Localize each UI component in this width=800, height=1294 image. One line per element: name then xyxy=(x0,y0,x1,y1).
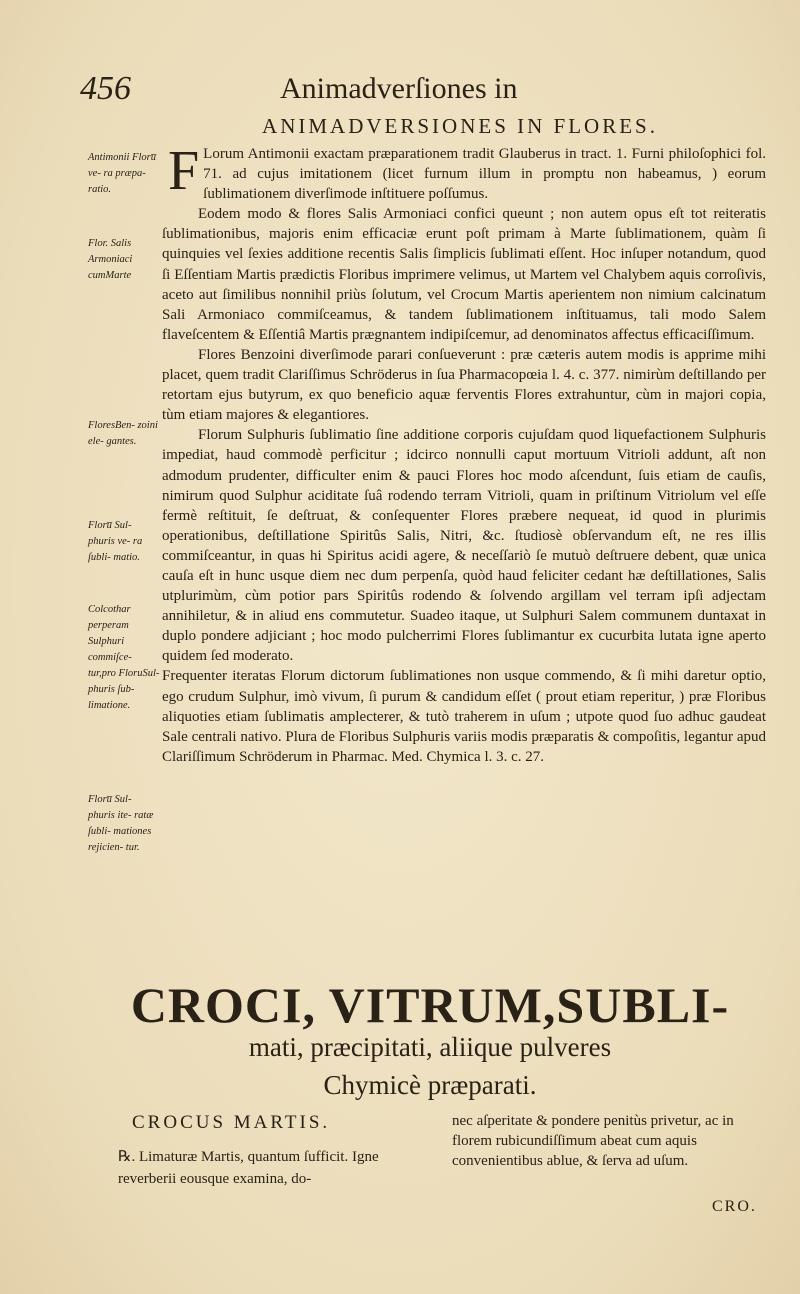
recipe-text: ℞. Limaturæ Martis, quantum ſufficit. Igne reverberii eousque examina, do- xyxy=(118,1149,379,1187)
margin-note: Antimonii Floru̅ ve- ra præpa- ratio. xyxy=(88,152,156,195)
margin-note: Floru̅ Sul- phuris ite- ratæ ſubli- mationes rejicien- tur. xyxy=(88,794,154,853)
margin-note: FloresBen- zoini ele- gantes. xyxy=(88,420,158,447)
paragraph xyxy=(162,204,766,345)
left-column xyxy=(118,1112,418,1190)
body-text xyxy=(162,140,766,767)
margin-note: Floru̅ Sul- phuris ve- ra ſubli- matio. xyxy=(88,520,143,563)
paragraph-text: Lorum Antimonii exactam præparationem tradit Glauberus in tract. 1. Furni philoſophici fol. 71. ad cujus imitationem (licet furnum illum in promptu non habeamus, ) eorum ſublimationem diverſimode inſtituere poſſumus. xyxy=(203,146,766,203)
paragraph xyxy=(162,345,766,425)
running-head xyxy=(80,70,760,110)
chapter-title: CROCI, VITRUM,SUBLI- xyxy=(130,977,730,1033)
section-heading: ANIMADVERSIONES IN FLORES. xyxy=(262,114,658,138)
margin-note: Flor. Salis Armoniaci cumMarte xyxy=(88,238,133,281)
chapter-subtitle: mati, præcipitati, aliique pulveres xyxy=(248,1032,612,1062)
page-number: 456 xyxy=(80,70,131,107)
paragraph-text: Florum Sulphuris ſublimatio ſine additione corporis cujuſdam quod liquefactionem Sulphuris impediat, haud commodè perficitur ; idcirco nonnulli caput mortuum Vitrioli addunt, aſt non admodum prudenter, difficulter enim & pauci Flores hoc modo aſcendunt, ſuis etiam de cauſis, nimirum quod Sulphur aciditate ſuâ rodendo terram Vitrioli, quam in priſtinum Vitriolum vel eſſe fermè reſtituit, ſe deſtruat, & conſequenter Flores præbere nequeat, id quod in plurimis operationibus, deſtillatione Spiritûs Salis, Nitri, &c. ſtudiosè obſervandum eſt, ne res illis commiſceantur, in quas hi Spiritus acidi agere, & neceſſariò ſe mutuò deſtruere debent, quæ unica cauſa eſt in hunc usque diem nec dum perpenſa, quòd haud feliciter cedant hæ deſtillationes, Salis utplurimùm, cùm potior pars Spiritûs rodendo & ſolvendo argillam vel terram ipſi adjectam annihiletur, & in aliud ens commutetur. Suadeo itaque, ut Sulphuri Salem communem duntaxat in duplo pondere adjiciant ; hoc modo pulcherrimi Flores ſublimantur ex cucurbita lutata igne aperto quidem ſed moderato. xyxy=(162,427,766,665)
paragraph xyxy=(162,425,766,666)
paragraph xyxy=(162,140,766,204)
catchword: CRO. xyxy=(712,1198,757,1215)
paragraph-text: Eodem modo & flores Salis Armoniaci confici queunt ; non autem opus eſt tot reiteratis ſublimationibus, majoris enim efficaciæ erunt poſt primam à Marte ſublimationem, quàm ſi quinquies vel ſexies additione recentis Salis ſimplicis ſublimati eſſent. Hoc inſuper notandum, quod ſi Eſſentiam Martis prædictis Floribus imprimere velimus, ut Martem vel Chalybem aquis corroſivis, aceto aut ſimilibus nonnihil priùs ſolutum, vel Crocum Martis aperientem non nimium calcinatum Sali Armoniaco commiſceamus, & tandem ſublimationem inſtituamus, tali modo Salem flaveſcentem & Eſſentiâ Martis prægnantem indipiſcemur, ad denominatos affectus efficaciſſimum. xyxy=(162,206,766,343)
paragraph-text: Flores Benzoini diverſimode parari conſueverunt : præ cæteris autem modis is apprime mihi placet, quem tradit Clariſſimus Schröderus in ſua Pharmacopœia l. 4. c. 377. nimirùm deſtillando per retortam ejus butyrum, ex quo beneficio aquæ ferventis Flores extrahuntur, cùm in majori copia, tùm etiam majores & elegantiores. xyxy=(162,346,766,424)
paragraph-text: Frequenter iteratas Florum dictorum ſublimationes non usque commendo, & ſi mihi daretur optio, ego crudum Sulphur, imò vivum, ſi purum & candidum eſſet ( prout etiam reperitur, ) præ Floribus aliquoties etiam ſublimatis amplecterer, & tutò traherem in uſum ; utpote quod ſuo adhuc gaudeat Sale centrali nativo. Plura de Floribus Sulphuris variis modis præparatis & compoſitis, legantur apud Clariſſimum Schröderum in Pharmac. Med. Chymica l. 3. c. 27. xyxy=(162,668,766,765)
paragraph xyxy=(162,666,766,766)
subsection-heading: CROCUS MARTIS. xyxy=(132,1112,331,1133)
running-title: Animadverſiones in xyxy=(280,72,518,105)
right-column: nec aſperitate & pondere penitùs privetur, ac in florem rubicundiſſimum abeat cum aquis convenientibus ablue, & ſerva ad uſum. xyxy=(452,1113,734,1169)
margin-note: Colcothar perperam Sulphuri commiſce- tur,pro FloruSul- phuris ſub- limatione. xyxy=(88,604,160,711)
drop-cap: F xyxy=(168,140,200,202)
chapter-subtitle: Chymicè præparati. xyxy=(323,1070,537,1100)
